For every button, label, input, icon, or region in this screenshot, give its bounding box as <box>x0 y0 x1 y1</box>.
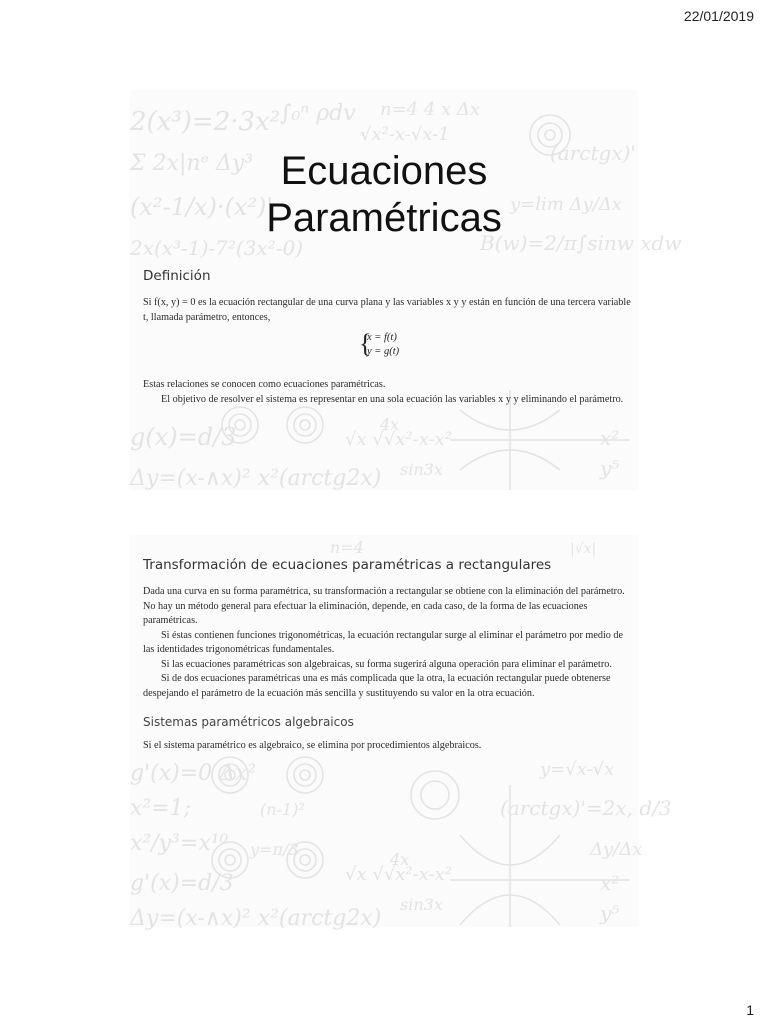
svg-text:√x²-x-√x-1: √x²-x-√x-1 <box>360 124 450 145</box>
brace-symbol: { <box>359 329 372 358</box>
definition-heading: Definición <box>143 268 211 284</box>
svg-text:Σ 2x|nᵉ Δy³: Σ 2x|nᵉ Δy³ <box>130 151 254 176</box>
page-date: 22/01/2019 <box>683 8 754 24</box>
svg-text:sin3x: sin3x <box>400 460 443 479</box>
svg-text:g(x)=d/3: g(x)=d/3 <box>130 423 237 451</box>
parametric-system <box>359 329 400 359</box>
svg-text:y⁵: y⁵ <box>600 901 620 925</box>
slide-2 <box>130 535 672 931</box>
svg-text:|√x|: |√x| <box>570 541 597 557</box>
svg-text:x²: x² <box>600 871 620 895</box>
transformation-heading: Transformación de ecuaciones paramétricas a rectangulares <box>143 557 552 573</box>
objective-text: El objetivo de resolver el sistema es representar en una sola ecuación las variables x y y eliminando el parámetro. <box>161 393 624 405</box>
svg-text:2x(x³-1)-7²(3x²-0): 2x(x³-1)-7²(3x²-0) <box>130 236 303 260</box>
svg-text:(x²-1/x)·(x²)': (x²-1/x)·(x²)' <box>130 193 273 221</box>
svg-text:y⁵: y⁵ <box>600 456 620 480</box>
svg-text:y=lim Δy/Δx: y=lim Δy/Δx <box>510 194 622 215</box>
svg-text:sin3x: sin3x <box>400 895 443 914</box>
title-line-1: Ecuaciones <box>280 149 488 193</box>
svg-text:y=√x-√x: y=√x-√x <box>540 759 615 780</box>
svg-text:Δy/Δx: Δy/Δx <box>590 839 643 860</box>
svg-text:x²=1;: x²=1; <box>130 796 192 821</box>
slide-title <box>130 148 638 242</box>
svg-text:y=π/3: y=π/3 <box>250 840 299 859</box>
svg-text:x²/y³=x¹⁰: x²/y³=x¹⁰ <box>130 831 229 856</box>
paragraph-4: Si de dos ecuaciones paramétricas una es más complicada que la otra, la ecuación rectangular puede obtenerse despejando el parámetro de la ecuación más sencilla y sustituyendo su valor en la otra ecuación. <box>143 673 611 699</box>
algebraic-systems-text <box>143 739 631 754</box>
paragraph-3: Si las ecuaciones paramétricas son algebraicas, su forma sugerirá alguna operación para eliminar el parámetro. <box>161 658 612 670</box>
svg-text:2(x³)=2·3x²: 2(x³)=2·3x² <box>130 107 281 137</box>
svg-text:(arctgx)': (arctgx)' <box>550 141 636 165</box>
svg-text:4x: 4x <box>390 850 410 869</box>
algebraic-systems-paragraph: Si el sistema paramétrico es algebraico, se elimina por procedimientos algebraicos. <box>143 740 482 751</box>
title-line-2: Paramétricas <box>266 196 502 240</box>
svg-text:n=4: n=4 <box>330 538 364 557</box>
svg-text:x²: x² <box>600 426 620 450</box>
svg-text:(arctgx)'=2x, d/3: (arctgx)'=2x, d/3 <box>500 796 672 820</box>
relations-block <box>143 378 631 407</box>
system-equation-x: x = f(t) <box>367 332 397 343</box>
system-equation-y: y = g(t) <box>367 346 400 357</box>
svg-text:(n-1)²: (n-1)² <box>260 800 305 819</box>
svg-text:√x √√x²-x-x²: √x √√x²-x-x² <box>345 429 453 450</box>
svg-text:Δy=(x-∧x)² x²(arctg2x): Δy=(x-∧x)² x²(arctg2x) <box>130 906 382 931</box>
svg-text:√x √√x²-x-x²: √x √√x²-x-x² <box>345 864 453 885</box>
slide-1 <box>130 90 682 491</box>
paragraph-1: Dada una curva en su forma paramétrica, su transformación a rectangular se obtiene con la eliminación del parámetro. No hay un método general para efectuar la eliminación, depende, en cada caso, de la forma de las ecuaciones paramétricas. <box>143 586 625 626</box>
svg-text:B(w)=2/π∫sinw xdw: B(w)=2/π∫sinw xdw <box>480 231 682 255</box>
svg-text:n=4 4 x Δx: n=4 4 x Δx <box>380 99 481 120</box>
paragraph-2: Si éstas contienen funciones trigonométricas, la ecuación rectangular surge al eliminar el parámetro por medio de las identidades trigonométricas fundamentales. <box>143 629 624 655</box>
definition-paragraph: Si f(x, y) = 0 es la ecuación rectangular de una curva plana y las variables x y y están en función de una tercera variable t, llamada parámetro, entonces, <box>143 297 631 323</box>
svg-text:g'(x)=d/3: g'(x)=d/3 <box>130 871 234 896</box>
svg-text:Δy=(x-∧x)² x²(arctg2x): Δy=(x-∧x)² x²(arctg2x) <box>130 466 382 491</box>
svg-text:∫₀ⁿ ρdv: ∫₀ⁿ ρdv <box>280 101 356 126</box>
algebraic-systems-heading: Sistemas paramétricos algebraicos <box>143 715 354 729</box>
transformation-text <box>143 585 631 701</box>
svg-text:4x: 4x <box>380 415 400 434</box>
page-number: 1 <box>746 1002 754 1018</box>
svg-text:g'(x)=0 Δx²: g'(x)=0 Δx² <box>130 761 257 786</box>
definition-text <box>143 296 631 325</box>
relations-text: Estas relaciones se conocen como ecuaciones paramétricas. <box>143 379 386 390</box>
